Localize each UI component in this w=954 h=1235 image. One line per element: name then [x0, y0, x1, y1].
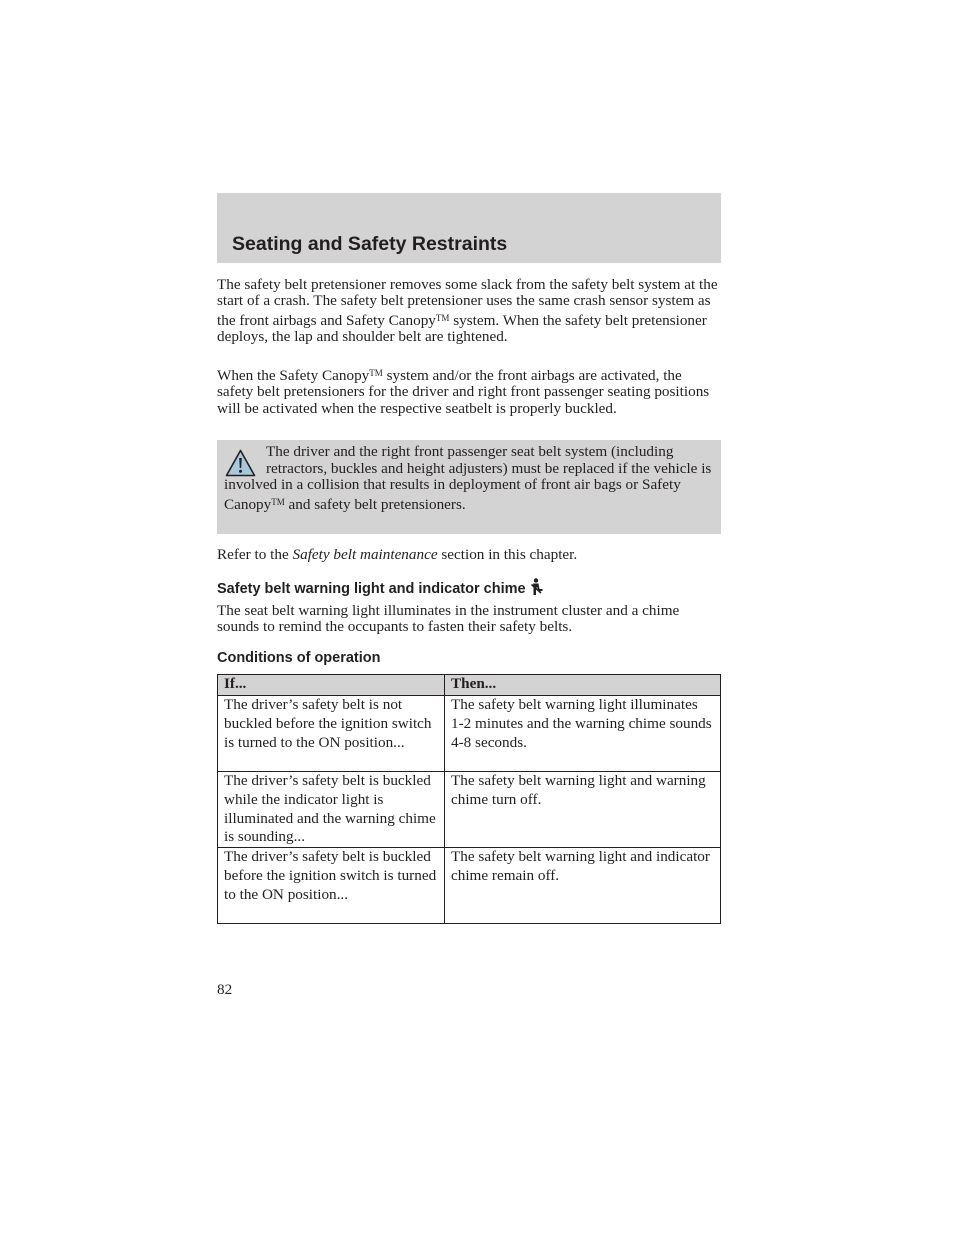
pretensioner-paragraph-text: The safety belt pretensioner removes some slack from the safety belt system at the start of a crash. The safety belt pretensioner uses the same crash sensor system as the front airbags and Safety Canopy: [217, 276, 718, 329]
seatbelt-icon: [530, 578, 544, 596]
table-cell-if: The driver’s safety belt is buckled before the ignition switch is turned to the ON position...: [218, 848, 445, 924]
trademark-mark: TM: [271, 496, 285, 507]
table-cell-then: The safety belt warning light and indicator chime remain off.: [445, 848, 721, 924]
table-header-then: Then...: [445, 675, 721, 696]
warning-box: [217, 440, 721, 534]
pretensioner-paragraph-text-cont: system. When the safety belt pretensioner deploys, the lap and shoulder belt are tightened.: [217, 311, 707, 346]
conditions-table: [217, 674, 721, 924]
activation-paragraph: [217, 365, 721, 417]
refer-paragraph: [217, 547, 721, 563]
refer-text-cont: section in this chapter.: [437, 546, 578, 563]
section-title: Seating and Safety Restraints: [232, 233, 508, 255]
refer-text: Refer to the: [217, 546, 293, 563]
page-number: 82: [217, 981, 233, 998]
table-cell-if: The driver’s safety belt is buckled while the indicator light is illuminated and the warning chime is sounding...: [218, 772, 445, 848]
table-cell-then: The safety belt warning light and warning chime turn off.: [445, 772, 721, 848]
warning-text-body: The driver and the right front passenger seat belt system (including retractors, buckles and height adjusters) must be replaced if the vehicle is involved in a collision that results in deployment of front air bags or Safety Canopy: [224, 443, 712, 513]
warning-text: [224, 444, 714, 513]
activation-paragraph-text-cont: system and/or the front airbags are activated, the safety belt pretensioners for the driver and right front passenger seating positions will be activated when the respective seatbelt is properly buckled.: [217, 367, 710, 417]
table-header-row: [218, 675, 721, 696]
warning-text-body-cont: and safety belt pretensioners.: [284, 495, 466, 513]
activation-paragraph-text: When the Safety Canopy: [217, 367, 370, 384]
maintenance-section-reference: Safety belt maintenance: [292, 546, 438, 563]
conditions-subheading: Conditions of operation: [217, 650, 381, 666]
table-cell-then: The safety belt warning light illuminates 1-2 minutes and the warning chime sounds 4-8 seconds.: [445, 696, 721, 772]
warning-light-subheading-text: Safety belt warning light and indicator chime: [217, 581, 526, 597]
table-row: [218, 848, 721, 924]
pretensioner-paragraph: [217, 277, 721, 346]
table-cell-if: The driver’s safety belt is not buckled before the ignition switch is turned to the ON position...: [218, 696, 445, 772]
section-header-band: [217, 193, 721, 263]
table-header-if: If...: [218, 675, 445, 696]
table-row: [218, 772, 721, 848]
table-row: [218, 696, 721, 772]
warning-light-subheading: [217, 578, 544, 597]
warning-light-paragraph: The seat belt warning light illuminates in the instrument cluster and a chime sounds to remind the occupants to fasten their safety belts.: [217, 602, 680, 636]
trademark-mark: TM: [369, 368, 383, 378]
trademark-mark: TM: [435, 312, 450, 323]
